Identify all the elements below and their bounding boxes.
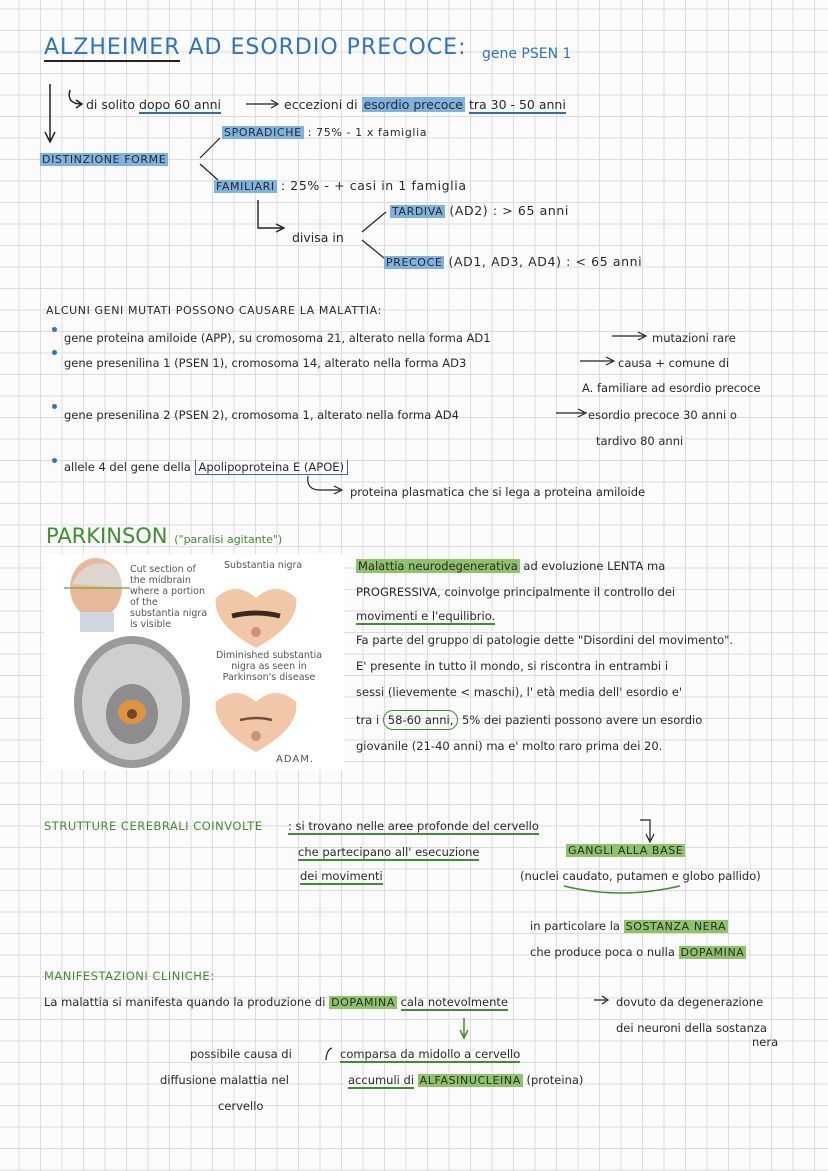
strutture-t1: : si trovano nelle aree profonde del cervello [288,819,539,833]
causa-3: cervello [218,1099,264,1113]
dopamina-line: che produce poca o nulla DOPAMINA [530,945,745,959]
gene-psen2-note2: tardivo 80 anni [596,434,684,448]
gene-psen2-line: gene presenilina 2 (PSEN 2), cromosoma 1, alterato nella forma AD4 [64,408,459,422]
geni-heading: ALCUNI GENI MUTATI POSSONO CAUSARE LA MALATTIA: [46,304,382,317]
divisa-in: divisa in [292,230,344,245]
parkinson-title: PARKINSON ("paralisi agitante") [46,524,283,548]
park-p1: Malattia neurodegenerativa ad evoluzione LENTA ma [358,559,666,573]
figure-caption-substantia: Substantia nigra [224,560,303,571]
sporadiche: SPORADICHE : 75% - 1 x famiglia [224,126,428,139]
alz-line1-right: eccezioni di esordio precoce tra 30 - 50 anni [284,97,566,112]
manif-line1: La malattia si manifesta quando la produzione di DOPAMINA cala notevolmente [44,995,508,1009]
gene-psen1-line: gene presenilina 1 (PSEN 1), cromosoma 14, alterato nella forma AD3 [64,356,467,370]
figure-caption-cut: Cut section of the midbrain where a portion of the substantia nigra is visible [130,564,208,630]
park-p8: giovanile (21-40 anni) ma e' molto raro prima dei 20. [356,739,663,753]
strutture-t3: dei movimenti [300,869,383,883]
park-p3: movimenti e l'equilibrio. [356,609,496,623]
gene-psen1-note: causa + comune di [618,356,730,370]
strutture-t2: che partecipano all' esecuzione [298,845,480,859]
park-p5: E' presente in tutto il mondo, si riscontra in entrambi i [356,659,669,673]
park-p6: sessi (lievemente < maschi), l' età media dell' esordio e' [356,685,683,699]
manif-cause2: dei neuroni della sostanza [616,1021,767,1035]
manif-cause3: nera [752,1035,779,1049]
manif-cause1: dovuto da degenerazione [616,995,764,1009]
adam-logo: ADAM. [276,754,315,765]
causa-1: possibile causa di [190,1047,292,1061]
figure-caption-diminished: Diminished substantia nigra as seen in Parkinson's disease [215,650,323,683]
accumuli: accumuli di ALFASINUCLEINA (proteina) [348,1073,584,1087]
precoce: PRECOCE (AD1, AD3, AD4) : < 65 anni [386,254,643,269]
park-p7: tra i 58-60 anni, 5% dei pazienti possono avere un esordio [356,712,702,728]
park-p4: Fa parte del gruppo di patologie dette "Disordini del movimento". [356,633,734,647]
gangli-alla-base: GANGLI ALLA BASE [568,844,684,857]
alzheimer-title: ALZHEIMER AD ESORDIO PRECOCE: [44,35,467,60]
park-p2: PROGRESSIVA, coinvolge principalmente il controllo dei [356,585,676,599]
distinzione-forme: DISTINZIONE FORME [42,153,167,166]
midbrain-figure [44,554,344,770]
apoe-note: proteina plasmatica che si lega a proteina amiloide [350,485,646,499]
gene-psen2-note: esordio precoce 30 anni o [588,408,737,422]
comparsa: comparsa da midollo a cervello [340,1047,521,1061]
familiari: FAMILIARI : 25% - + casi in 1 famiglia [216,178,467,193]
gene-psen1: gene PSEN 1 [482,46,572,62]
gene-psen1-note2: A. familiare ad esordio precoce [582,381,761,395]
gene-apoe: allele 4 del gene della Apolipoproteina E (APOE) [64,459,348,475]
geni-arrows [0,300,828,510]
sostanza-nera-line: in particolare la SOSTANZA NERA [530,919,727,933]
manifestazioni-label: MANIFESTAZIONI CLINICHE: [44,969,215,983]
tardiva: TARDIVA (AD2) : > 65 anni [392,203,569,218]
gene-app-note: mutazioni rare [652,331,736,345]
nuclei: (nuclei caudato, putamen e globo pallido) [520,869,761,883]
gene-app: gene proteina amiloide (APP), su cromosoma 21, alterato nella forma AD1 [64,331,491,345]
causa-2: diffusione malattia nel [160,1073,289,1087]
strutture-label: STRUTTURE CEREBRALI COINVOLTE [44,819,263,833]
alz-line1: di solito dopo 60 anni [86,97,222,112]
